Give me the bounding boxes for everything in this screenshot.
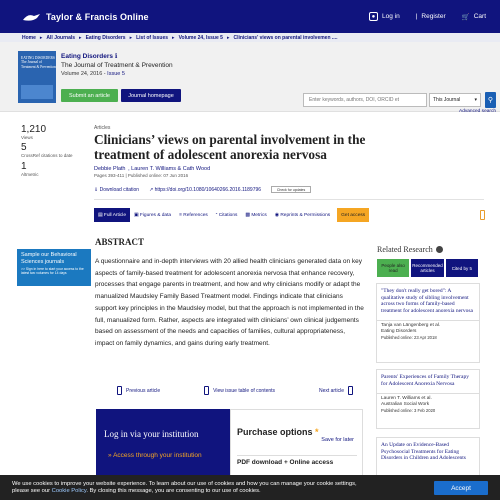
tab-reprints[interactable]: ◉ Reprints & Permissions [274, 212, 331, 218]
tab-figures[interactable]: ▣ Figures & data [134, 212, 172, 218]
journal-header [0, 42, 500, 112]
info-icon: ℹ [114, 53, 118, 60]
cookie-text: We use cookies to improve your website experience. To learn about our use of cookies and how you can manage your cookie settings, please see our Cookie Policy. By closing this message, you are consenting to our use of cookies. [12, 481, 357, 494]
abstract-heading: ABSTRACT [95, 237, 145, 247]
related-research-heading: Related Research [377, 245, 443, 254]
article-pages: Pages 393-411 | Published online: 07 Jun 2016 [94, 173, 189, 178]
related-item-journal: Australian Social Work [381, 402, 430, 407]
reading-progress-icon [480, 210, 485, 220]
institution-access-link[interactable]: » Access through your institution [108, 452, 202, 459]
institution-login [96, 409, 230, 479]
breadcrumb-journal[interactable]: Eating Disorders [85, 34, 126, 41]
article-authors[interactable]: Debbie Plath , Lauren T. Williams & Cath Wood [94, 166, 211, 172]
document-icon [204, 386, 209, 395]
divider [377, 393, 479, 394]
cover-title: EATING DISORDERS The Journal of Treatment & Prevention [21, 56, 56, 69]
article-title: Clinicians’ views on parental involvement in the treatment of adolescent anorexia nervosa [94, 132, 366, 162]
doi-link[interactable]: ↗ https://doi.org/10.1080/10640266.2016.1189796 [149, 186, 262, 193]
views-label: Views [21, 135, 33, 140]
previous-article-link[interactable]: Previous article [117, 386, 160, 395]
brand-name: Taylor & Francis Online [46, 12, 149, 22]
tab-cited-by[interactable]: Cited by 5 [446, 259, 478, 277]
related-item-published: Published online: 23 Apr 2018 [381, 335, 437, 340]
journal-volume: Volume 24, 2016 - Issue 5 [61, 71, 125, 77]
breadcrumb [0, 33, 500, 42]
arrow-right-icon: » [108, 452, 112, 459]
lock-icon: ◉ [274, 212, 279, 218]
journal-title[interactable]: Eating Disorders ℹ [61, 53, 118, 60]
purchase-title: Purchase options * [237, 427, 319, 437]
related-item [376, 437, 480, 477]
related-item [376, 283, 480, 363]
download-citation-link[interactable]: ⇓ Download citation [94, 186, 140, 193]
search-button[interactable] [485, 92, 496, 108]
issue-toc-link[interactable]: View issue table of contents [204, 386, 275, 395]
tab-full-article[interactable]: ▤ Full Article [94, 208, 130, 222]
tab-people-also-read[interactable]: People also read [377, 259, 409, 277]
related-tabs [377, 259, 478, 277]
journal-homepage-button[interactable]: Journal homepage [121, 89, 181, 102]
cookie-policy-link[interactable]: Cookie Policy [51, 487, 87, 494]
related-item-authors: Tanja van Längenberg et al. [381, 323, 441, 328]
crossmark-button[interactable]: Check for updates [271, 186, 311, 193]
cart-icon: 🛒 [461, 13, 470, 21]
breadcrumb-separator-icon: ▸ [226, 34, 230, 41]
related-item-published: Published online: 3 Feb 2020 [381, 408, 436, 413]
tab-metrics[interactable]: ▩ Metrics [245, 212, 267, 218]
journal-subtitle: The Journal of Treatment & Prevention [61, 62, 173, 69]
article-navigation [117, 386, 353, 395]
register-link[interactable] [416, 13, 446, 20]
article-type: Articles [94, 125, 111, 131]
cover-image [21, 85, 53, 99]
search-input[interactable] [303, 93, 427, 107]
bar-chart-icon: ▩ [245, 212, 250, 218]
breadcrumb-separator-icon: ▸ [129, 34, 133, 41]
document-icon [117, 386, 122, 395]
divider [94, 199, 484, 200]
search-icon: ⚲ [487, 97, 494, 104]
tab-references[interactable]: ≡ References [179, 212, 208, 218]
submit-article-button[interactable]: Submit an article [61, 89, 118, 102]
article-metrics [21, 125, 81, 180]
save-for-later-link[interactable]: Save for later [321, 437, 354, 443]
purchase-option-pdf[interactable]: PDF download + Online access [237, 455, 357, 466]
breadcrumb-all-journals[interactable]: All Journals [46, 34, 76, 41]
issue-link[interactable]: Issue 5 [107, 71, 125, 77]
crossref-count[interactable]: 5 [21, 142, 27, 154]
purchase-options [230, 409, 363, 479]
separator-icon: | [415, 13, 418, 20]
login-link[interactable] [369, 12, 400, 21]
related-item-authors: Lauren T. Williams et al. [381, 396, 432, 401]
journal-cover[interactable] [18, 51, 56, 103]
crossref-label: CrossRef citations to date [21, 153, 73, 159]
altmetric-label: Altmetric [21, 171, 39, 177]
cart-label: Cart [473, 13, 486, 20]
related-item-title[interactable]: "They don't really get bored": A qualitative study of sibling involvement across two forms of family-based treatment for adolescent anorexia nervosa [381, 288, 473, 314]
views-count: 1,210 [21, 124, 47, 135]
link-icon: ↗ [149, 186, 154, 193]
article-actions [94, 186, 311, 193]
quote-icon: “ [215, 212, 218, 218]
get-access-button[interactable]: Get access [337, 208, 369, 222]
related-item-title[interactable]: Parents' Experiences of Family Therapy for Adolescent Anorexia Nervosa [381, 374, 469, 387]
top-bar [0, 0, 500, 33]
next-article-link[interactable]: Next article [319, 386, 353, 395]
cookie-banner [0, 475, 500, 500]
breadcrumb-issues[interactable]: List of Issues [136, 34, 169, 41]
institution-login-title: Log in via your institution [104, 429, 199, 439]
tab-recommended[interactable]: Recommended articles [411, 259, 443, 277]
related-item [376, 369, 480, 429]
ad-headline: Sample our Behavioral Sciences journals [21, 252, 77, 265]
search-scope-select[interactable]: This Journal ▾ [429, 93, 481, 107]
accept-cookies-button[interactable]: Accept [434, 481, 488, 495]
related-item-journal: Eating Disorders [381, 329, 417, 334]
advanced-search-link[interactable]: Advanced search [459, 109, 497, 114]
breadcrumb-separator-icon: ▸ [79, 34, 82, 41]
register-label: Register [421, 13, 446, 20]
top-nav [369, 12, 486, 21]
list-icon: ≡ [179, 212, 182, 218]
tab-citations[interactable]: “ Citations [215, 212, 238, 218]
document-icon [348, 386, 353, 395]
breadcrumb-home[interactable]: Home [22, 34, 36, 41]
info-icon[interactable] [436, 246, 443, 253]
image-icon: ▣ [134, 212, 139, 218]
chevron-down-icon: ▾ [474, 97, 477, 103]
user-icon: ● [369, 12, 378, 21]
advertisement[interactable] [17, 249, 91, 286]
site-logo[interactable] [22, 11, 149, 23]
ad-body: >> Sign in here to start your access to the latest two volumes for 14 days [21, 267, 84, 275]
document-icon: ▤ [98, 212, 103, 218]
download-icon: ⇓ [94, 186, 99, 193]
breadcrumb-volume[interactable]: Volume 24, Issue 5 [178, 34, 223, 41]
related-item-title[interactable]: An Update on Evidence-Based Psychosocial Treatments for Eating Disorders in Children and Adolescents [381, 442, 466, 461]
logo-icon [22, 11, 42, 23]
altmetric-count[interactable]: 1 [21, 160, 27, 172]
login-label: Log in [381, 13, 400, 20]
breadcrumb-separator-icon: ▸ [172, 34, 175, 41]
divider [377, 320, 479, 321]
article-tabs [94, 208, 369, 222]
cart-link[interactable] [462, 13, 486, 21]
breadcrumb-current: Clinicians' views on parental involvemen .... [233, 34, 338, 41]
abstract-text: A questionnaire and in-depth interviews with 20 allied health clinicians generated data on key aspects of family-based treatment for adolescent anorexia nervosa that enhance recovery, processes that engage parents in treatment, and how and why clinicians modify or adapt the manualized Maudsley Family Based Treatment model. Findings indicate that clinicians support key principles in the Maudsley model, but that the approach is not implemented in the full, manualized form. Rather, aspects are integrated with clinicians’ own clinical judgements based on assessment of the needs and capacities of families, cultural appropriateness, impact on family dynamics, and gains during early treatment. [95, 258, 364, 347]
breadcrumb-separator-icon: ▸ [39, 34, 43, 41]
